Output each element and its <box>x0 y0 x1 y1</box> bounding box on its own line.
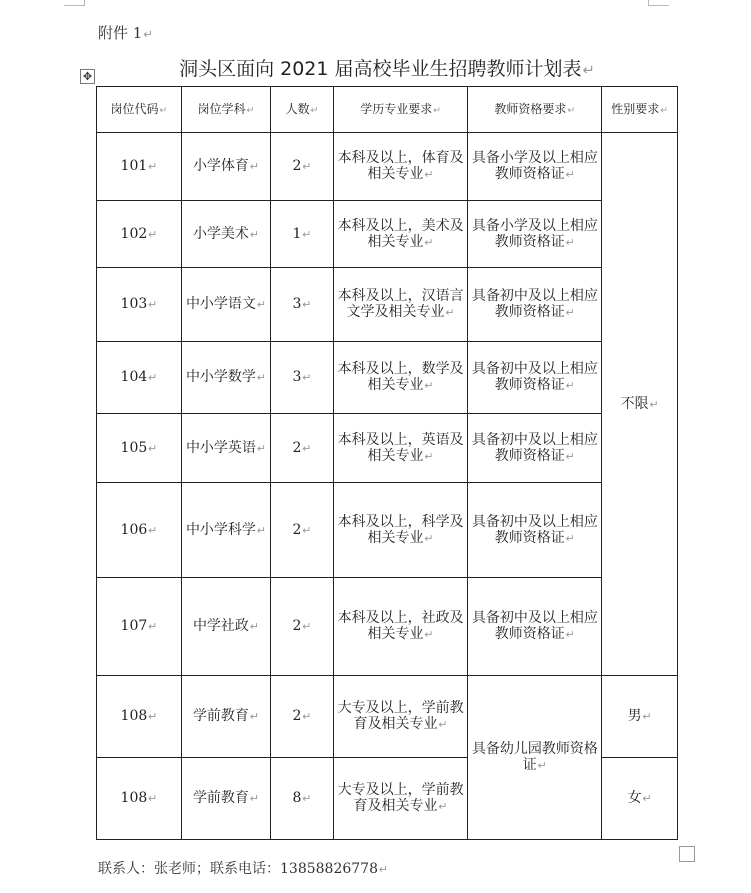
subject-cell: 中小学数学↵ <box>181 342 270 414</box>
subject-cell: 中小学语文↵ <box>181 268 270 342</box>
header-cell: 学历专业要求↵ <box>334 87 468 133</box>
education-cell: 本科及以上，汉语言文学及相关专业↵ <box>334 268 468 342</box>
code-cell: 102↵ <box>97 201 182 268</box>
table-header-row <box>97 87 678 133</box>
page-corner-mark <box>648 0 669 6</box>
code-cell: 108↵ <box>97 676 182 758</box>
gender-cell: 男↵ <box>602 676 678 758</box>
education-cell: 本科及以上，社政及相关专业↵ <box>334 578 468 676</box>
header-cell: 岗位代码↵ <box>97 87 182 133</box>
code-cell: 104↵ <box>97 342 182 414</box>
certificate-cell: 具备初中及以上相应教师资格证↵ <box>468 578 602 676</box>
code-cell: 101↵ <box>97 133 182 201</box>
page-corner-mark <box>64 0 85 6</box>
education-cell: 本科及以上，科学及相关专业↵ <box>334 483 468 578</box>
code-cell: 105↵ <box>97 414 182 483</box>
subject-cell: 学前教育↵ <box>181 758 270 840</box>
certificate-cell: 具备初中及以上相应教师资格证↵ <box>468 342 602 414</box>
table-move-handle-icon[interactable]: ✥ <box>80 69 95 84</box>
certificate-cell: 具备小学及以上相应教师资格证↵ <box>468 133 602 201</box>
education-cell: 本科及以上，英语及相关专业↵ <box>334 414 468 483</box>
count-cell: 2↵ <box>271 133 334 201</box>
table-row <box>97 414 678 483</box>
header-cell: 性别要求↵ <box>602 87 678 133</box>
table-row <box>97 578 678 676</box>
subject-cell: 中小学科学↵ <box>181 483 270 578</box>
table-row <box>97 676 678 758</box>
code-cell: 107↵ <box>97 578 182 676</box>
subject-cell: 小学美术↵ <box>181 201 270 268</box>
subject-cell: 中小学英语↵ <box>181 414 270 483</box>
table-row <box>97 342 678 414</box>
count-cell: 2↵ <box>271 578 334 676</box>
count-cell: 8↵ <box>271 758 334 840</box>
count-cell: 1↵ <box>271 201 334 268</box>
education-cell: 本科及以上，体育及相关专业↵ <box>334 133 468 201</box>
education-cell: 本科及以上，数学及相关专业↵ <box>334 342 468 414</box>
subject-cell: 中学社政↵ <box>181 578 270 676</box>
document-title: 洞头区面向 2021 届高校毕业生招聘教师计划表↵ <box>179 58 595 80</box>
certificate-cell: 具备小学及以上相应教师资格证↵ <box>468 201 602 268</box>
table-row <box>97 483 678 578</box>
certificate-cell: 具备初中及以上相应教师资格证↵ <box>468 483 602 578</box>
header-cell: 教师资格要求↵ <box>468 87 602 133</box>
count-cell: 3↵ <box>271 268 334 342</box>
gender-cell: 女↵ <box>602 758 678 840</box>
table-resize-handle[interactable] <box>679 846 695 862</box>
education-cell: 大专及以上，学前教育及相关专业↵ <box>334 758 468 840</box>
subject-cell: 学前教育↵ <box>181 676 270 758</box>
certificate-cell: 具备初中及以上相应教师资格证↵ <box>468 414 602 483</box>
code-cell: 108↵ <box>97 758 182 840</box>
table-row <box>97 133 678 201</box>
table-row <box>97 201 678 268</box>
count-cell: 2↵ <box>271 483 334 578</box>
count-cell: 3↵ <box>271 342 334 414</box>
table-row <box>97 268 678 342</box>
education-cell: 大专及以上，学前教育及相关专业↵ <box>334 676 468 758</box>
certificate-cell: 具备初中及以上相应教师资格证↵ <box>468 268 602 342</box>
subject-cell: 小学体育↵ <box>181 133 270 201</box>
attachment-label: 附件 1↵ <box>98 24 154 42</box>
gender-cell: 不限↵ <box>602 133 678 676</box>
certificate-cell: 具备幼儿园教师资格证↵ <box>468 676 602 840</box>
code-cell: 103↵ <box>97 268 182 342</box>
education-cell: 本科及以上，美术及相关专业↵ <box>334 201 468 268</box>
contact-line: 联系人：张老师；联系电话：13858826778↵ <box>98 861 389 877</box>
header-cell: 岗位学科↵ <box>181 87 270 133</box>
code-cell: 106↵ <box>97 483 182 578</box>
header-cell: 人数↵ <box>271 87 334 133</box>
recruitment-table <box>96 86 678 840</box>
count-cell: 2↵ <box>271 676 334 758</box>
count-cell: 2↵ <box>271 414 334 483</box>
